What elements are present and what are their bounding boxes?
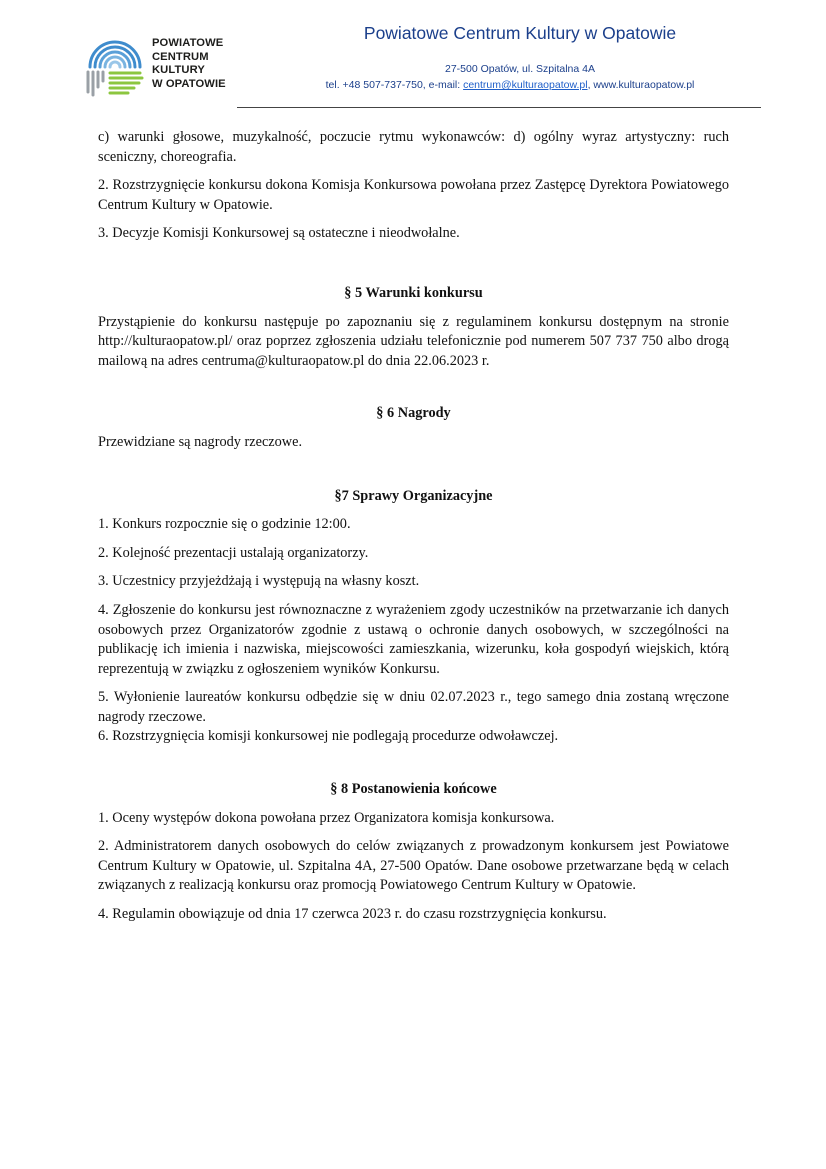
paragraph: 2. Rozstrzygnięcie konkursu dokona Komisja Konkursowa powołana przez Zastępcę Dyrektora Powiatowego Centrum Kultury w Opatowie.	[98, 177, 729, 213]
paragraph: 4. Zgłoszenie do konkursu jest równoznaczne z wyrażeniem zgody uczestników na przetwarzanie ich danych osobowych przez Organizatorów zgodnie z ustawą o ochronie danych osobowych, w szczególności na publikację ich imienia i nazwiska, miejscowości zamieszkania, wizerunku, koła gospodyń wiejskich, którą reprezentują w związku z ogłoszeniem wyników Konkursu.	[98, 601, 729, 677]
paragraph: 3. Decyzje Komisji Konkursowej są ostateczne i nieodwołalne.	[98, 225, 460, 242]
logo	[84, 37, 244, 99]
contact-email-link[interactable]: centrum@kulturaopatow.pl	[463, 79, 588, 91]
section-heading: § 6 Nagrody	[376, 405, 451, 422]
paragraph: Przewidziane są nagrody rzeczowe.	[98, 433, 303, 450]
logo-line: KULTURY	[152, 64, 205, 77]
paragraph: 5. Wyłonienie laureatów konkursu odbędzie się w dniu 02.07.2023 r., tego samego dnia zostaną wręczone nagrody rzeczowe.	[98, 689, 729, 725]
paragraph: c) warunki głosowe, muzykalność, poczucie rytmu wykonawców: d) ogólny wyraz artystyczny: ruch sceniczny, choreografia.	[98, 129, 729, 165]
section-heading: § 5 Warunki konkursu	[344, 284, 483, 301]
section-heading: §7 Sprawy Organizacyjne	[334, 487, 493, 504]
paragraph: 1. Konkurs rozpocznie się o godzinie 12:00.	[98, 516, 351, 533]
contact-phone: tel. +48 507-737-750, e-mail:	[325, 79, 464, 91]
paragraph: 3. Uczestnicy przyjeżdżają i występują na własny koszt.	[98, 573, 420, 590]
letterhead	[0, 0, 826, 115]
contact-website: , www.kulturaopatow.pl	[587, 79, 695, 91]
paragraph: 2. Administratorem danych osobowych do celów związanych z prowadzonym konkursem jest Powiatowe Centrum Kultury w Opatowie, ul. Szpitalna 4A, 27-500 Opatów. Dane osobowe przetwarzane będą w celach związanych z realizacją konkursu oraz promocją Powiatowego Centrum Kultury w Opatowie.	[98, 838, 729, 894]
logo-icon	[84, 37, 146, 99]
organization-name: Powiatowe Centrum Kultury w Opatowie	[363, 23, 677, 43]
logo-line: CENTRUM	[152, 50, 209, 63]
organization-address: 27-500 Opatów, ul. Szpitalna 4A	[444, 63, 595, 75]
logo-line: W OPATOWIE	[152, 77, 226, 90]
section-heading: § 8 Postanowienia końcowe	[330, 781, 497, 798]
logo-line: POWIATOWE	[152, 37, 224, 49]
paragraph: 6. Rozstrzygnięcia komisji konkursowej nie podlegają procedurze odwoławczej.	[98, 728, 559, 745]
logo-text	[152, 37, 226, 91]
paragraph: 4. Regulamin obowiązuje od dnia 17 czerwca 2023 r. do czasu rozstrzygnięcia konkursu.	[98, 906, 607, 923]
organization-contact	[260, 79, 760, 91]
header-divider	[237, 107, 761, 108]
paragraph: 1. Oceny występów dokona powołana przez Organizatora komisja konkursowa.	[98, 809, 555, 826]
paragraph: 2. Kolejność prezentacji ustalają organizatorzy.	[98, 544, 369, 561]
paragraph: Przystąpienie do konkursu następuje po zapoznaniu się z regulaminem konkursu dostępnym na stronie http://kulturaopatow.pl/ oraz poprzez zgłoszenia udziału telefonicznie pod numerem 507 737 750 albo drogą mailową na adres centruma@kulturaopatow.pl do dnia 22.06.2023 r.	[98, 313, 729, 369]
document-body	[98, 128, 729, 934]
